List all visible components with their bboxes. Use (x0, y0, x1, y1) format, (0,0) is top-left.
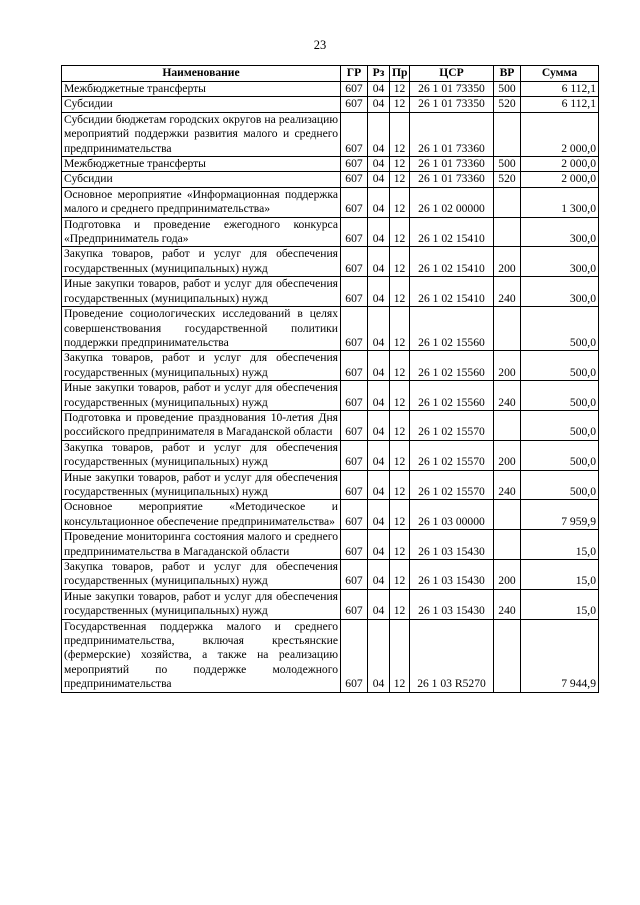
cell-gr: 607 (341, 277, 368, 307)
cell-pr: 12 (390, 440, 410, 470)
cell-rz: 04 (368, 440, 390, 470)
header-gr: ГР (341, 66, 368, 82)
table-row (62, 351, 599, 381)
cell-vr: 520 (494, 172, 521, 187)
table-row (62, 500, 599, 530)
cell-rz: 04 (368, 560, 390, 590)
cell-sum: 6 112,1 (521, 82, 599, 97)
cell-gr: 607 (341, 172, 368, 187)
cell-gr: 607 (341, 351, 368, 381)
cell-csr: 26 1 03 R5270 (410, 619, 494, 692)
cell-vr: 240 (494, 277, 521, 307)
table-header-row (62, 66, 599, 82)
cell-sum: 500,0 (521, 307, 599, 351)
cell-pr: 12 (390, 247, 410, 277)
cell-name: Государственная поддержка малого и среднего предпринимательства, включая крестьянские (фермерские) хозяйства, а также на реализацию мероприятий по поддержке молодежного предпринимательства (62, 619, 341, 692)
cell-gr: 607 (341, 410, 368, 440)
cell-csr: 26 1 02 15410 (410, 277, 494, 307)
cell-gr: 607 (341, 82, 368, 97)
cell-rz: 04 (368, 247, 390, 277)
cell-pr: 12 (390, 187, 410, 217)
cell-csr: 26 1 03 15430 (410, 560, 494, 590)
cell-rz: 04 (368, 187, 390, 217)
cell-gr: 607 (341, 247, 368, 277)
header-vr: ВР (494, 66, 521, 82)
cell-rz: 04 (368, 157, 390, 172)
cell-name: Закупка товаров, работ и услуг для обеспечения государственных (муниципальных) нужд (62, 560, 341, 590)
cell-csr: 26 1 03 15430 (410, 530, 494, 560)
cell-rz: 04 (368, 351, 390, 381)
table-row (62, 187, 599, 217)
cell-csr: 26 1 02 15560 (410, 381, 494, 411)
cell-vr: 240 (494, 381, 521, 411)
cell-name: Иные закупки товаров, работ и услуг для обеспечения государственных (муниципальных) нужд (62, 381, 341, 411)
table-row (62, 277, 599, 307)
cell-pr: 12 (390, 97, 410, 112)
cell-sum: 500,0 (521, 410, 599, 440)
cell-pr: 12 (390, 381, 410, 411)
cell-sum: 2 000,0 (521, 157, 599, 172)
header-pr: Пр (390, 66, 410, 82)
cell-name: Субсидии (62, 97, 341, 112)
cell-name: Проведение социологических исследований в целях совершенствования государственной политики поддержки предпринимательства (62, 307, 341, 351)
cell-sum: 15,0 (521, 589, 599, 619)
cell-name: Закупка товаров, работ и услуг для обеспечения государственных (муниципальных) нужд (62, 440, 341, 470)
cell-vr (494, 500, 521, 530)
cell-sum: 500,0 (521, 470, 599, 500)
cell-pr: 12 (390, 530, 410, 560)
cell-pr: 12 (390, 500, 410, 530)
cell-gr: 607 (341, 217, 368, 247)
cell-name: Субсидии (62, 172, 341, 187)
cell-rz: 04 (368, 97, 390, 112)
cell-sum: 300,0 (521, 277, 599, 307)
cell-pr: 12 (390, 277, 410, 307)
cell-sum: 300,0 (521, 217, 599, 247)
cell-name: Основное мероприятие «Методическое и консультационное обеспечение предпринимательства» (62, 500, 341, 530)
cell-rz: 04 (368, 500, 390, 530)
cell-vr: 240 (494, 470, 521, 500)
cell-gr: 607 (341, 560, 368, 590)
table-row (62, 470, 599, 500)
table-row (62, 589, 599, 619)
header-sum: Сумма (521, 66, 599, 82)
cell-csr: 26 1 02 15570 (410, 470, 494, 500)
cell-vr: 500 (494, 82, 521, 97)
cell-name: Подготовка и проведение ежегодного конкурса «Предприниматель года» (62, 217, 341, 247)
cell-name: Межбюджетные трансферты (62, 82, 341, 97)
cell-csr: 26 1 02 15560 (410, 351, 494, 381)
cell-name: Иные закупки товаров, работ и услуг для обеспечения государственных (муниципальных) нужд (62, 277, 341, 307)
cell-rz: 04 (368, 277, 390, 307)
cell-pr: 12 (390, 589, 410, 619)
cell-pr: 12 (390, 410, 410, 440)
table-row (62, 172, 599, 187)
cell-gr: 607 (341, 307, 368, 351)
cell-rz: 04 (368, 307, 390, 351)
cell-gr: 607 (341, 470, 368, 500)
cell-csr: 26 1 02 15560 (410, 307, 494, 351)
cell-rz: 04 (368, 112, 390, 156)
cell-pr: 12 (390, 560, 410, 590)
cell-sum: 15,0 (521, 560, 599, 590)
table-row (62, 157, 599, 172)
cell-gr: 607 (341, 381, 368, 411)
cell-gr: 607 (341, 440, 368, 470)
cell-csr: 26 1 02 15410 (410, 247, 494, 277)
cell-gr: 607 (341, 97, 368, 112)
cell-vr: 200 (494, 247, 521, 277)
cell-pr: 12 (390, 351, 410, 381)
cell-gr: 607 (341, 619, 368, 692)
budget-table (61, 65, 599, 693)
cell-name: Основное мероприятие «Информационная поддержка малого и среднего предпринимательства» (62, 187, 341, 217)
table-row (62, 440, 599, 470)
cell-sum: 500,0 (521, 381, 599, 411)
cell-sum: 1 300,0 (521, 187, 599, 217)
cell-pr: 12 (390, 217, 410, 247)
cell-pr: 12 (390, 470, 410, 500)
cell-gr: 607 (341, 157, 368, 172)
cell-vr: 200 (494, 440, 521, 470)
table-row (62, 82, 599, 97)
cell-pr: 12 (390, 82, 410, 97)
cell-vr: 520 (494, 97, 521, 112)
table-row (62, 619, 599, 692)
table-row (62, 217, 599, 247)
cell-vr (494, 619, 521, 692)
cell-csr: 26 1 03 15430 (410, 589, 494, 619)
cell-csr: 26 1 02 15410 (410, 217, 494, 247)
cell-vr: 240 (494, 589, 521, 619)
cell-rz: 04 (368, 381, 390, 411)
cell-pr: 12 (390, 172, 410, 187)
cell-rz: 04 (368, 410, 390, 440)
table-row (62, 530, 599, 560)
cell-vr: 500 (494, 157, 521, 172)
cell-name: Подготовка и проведение празднования 10-летия Дня российского предпринимателя в Магаданской области (62, 410, 341, 440)
table-row (62, 247, 599, 277)
cell-sum: 15,0 (521, 530, 599, 560)
cell-pr: 12 (390, 307, 410, 351)
cell-name: Закупка товаров, работ и услуг для обеспечения государственных (муниципальных) нужд (62, 351, 341, 381)
cell-vr (494, 187, 521, 217)
cell-name: Закупка товаров, работ и услуг для обеспечения государственных (муниципальных) нужд (62, 247, 341, 277)
cell-gr: 607 (341, 589, 368, 619)
header-name: Наименование (62, 66, 341, 82)
cell-vr (494, 112, 521, 156)
cell-pr: 12 (390, 157, 410, 172)
cell-pr: 12 (390, 112, 410, 156)
header-rz: Рз (368, 66, 390, 82)
cell-csr: 26 1 01 73360 (410, 172, 494, 187)
cell-sum: 500,0 (521, 440, 599, 470)
cell-sum: 7 959,9 (521, 500, 599, 530)
table-row (62, 560, 599, 590)
table-row (62, 410, 599, 440)
cell-vr (494, 410, 521, 440)
cell-name: Иные закупки товаров, работ и услуг для обеспечения государственных (муниципальных) нужд (62, 589, 341, 619)
cell-rz: 04 (368, 217, 390, 247)
cell-sum: 300,0 (521, 247, 599, 277)
cell-csr: 26 1 03 00000 (410, 500, 494, 530)
cell-rz: 04 (368, 470, 390, 500)
cell-name: Межбюджетные трансферты (62, 157, 341, 172)
cell-name: Иные закупки товаров, работ и услуг для обеспечения государственных (муниципальных) нужд (62, 470, 341, 500)
cell-rz: 04 (368, 82, 390, 97)
table-row (62, 112, 599, 156)
cell-csr: 26 1 01 73350 (410, 82, 494, 97)
cell-name: Субсидии бюджетам городских округов на реализацию мероприятий поддержки развития малого и среднего предпринимательства (62, 112, 341, 156)
table-row (62, 381, 599, 411)
cell-gr: 607 (341, 187, 368, 217)
cell-sum: 2 000,0 (521, 172, 599, 187)
cell-rz: 04 (368, 589, 390, 619)
page-number: 23 (313, 38, 327, 52)
cell-csr: 26 1 01 73350 (410, 97, 494, 112)
cell-csr: 26 1 02 15570 (410, 440, 494, 470)
cell-pr: 12 (390, 619, 410, 692)
cell-vr: 200 (494, 560, 521, 590)
header-csr: ЦСР (410, 66, 494, 82)
cell-csr: 26 1 02 15570 (410, 410, 494, 440)
cell-sum: 2 000,0 (521, 112, 599, 156)
cell-sum: 6 112,1 (521, 97, 599, 112)
table-row (62, 307, 599, 351)
cell-rz: 04 (368, 530, 390, 560)
cell-csr: 26 1 01 73360 (410, 157, 494, 172)
cell-rz: 04 (368, 619, 390, 692)
cell-csr: 26 1 02 00000 (410, 187, 494, 217)
cell-gr: 607 (341, 500, 368, 530)
cell-vr (494, 530, 521, 560)
cell-gr: 607 (341, 112, 368, 156)
cell-vr (494, 217, 521, 247)
cell-sum: 500,0 (521, 351, 599, 381)
cell-rz: 04 (368, 172, 390, 187)
cell-csr: 26 1 01 73360 (410, 112, 494, 156)
cell-vr (494, 307, 521, 351)
cell-gr: 607 (341, 530, 368, 560)
cell-name: Проведение мониторинга состояния малого и среднего предпринимательства в Магаданской области (62, 530, 341, 560)
cell-sum: 7 944,9 (521, 619, 599, 692)
cell-vr: 200 (494, 351, 521, 381)
table-row (62, 97, 599, 112)
